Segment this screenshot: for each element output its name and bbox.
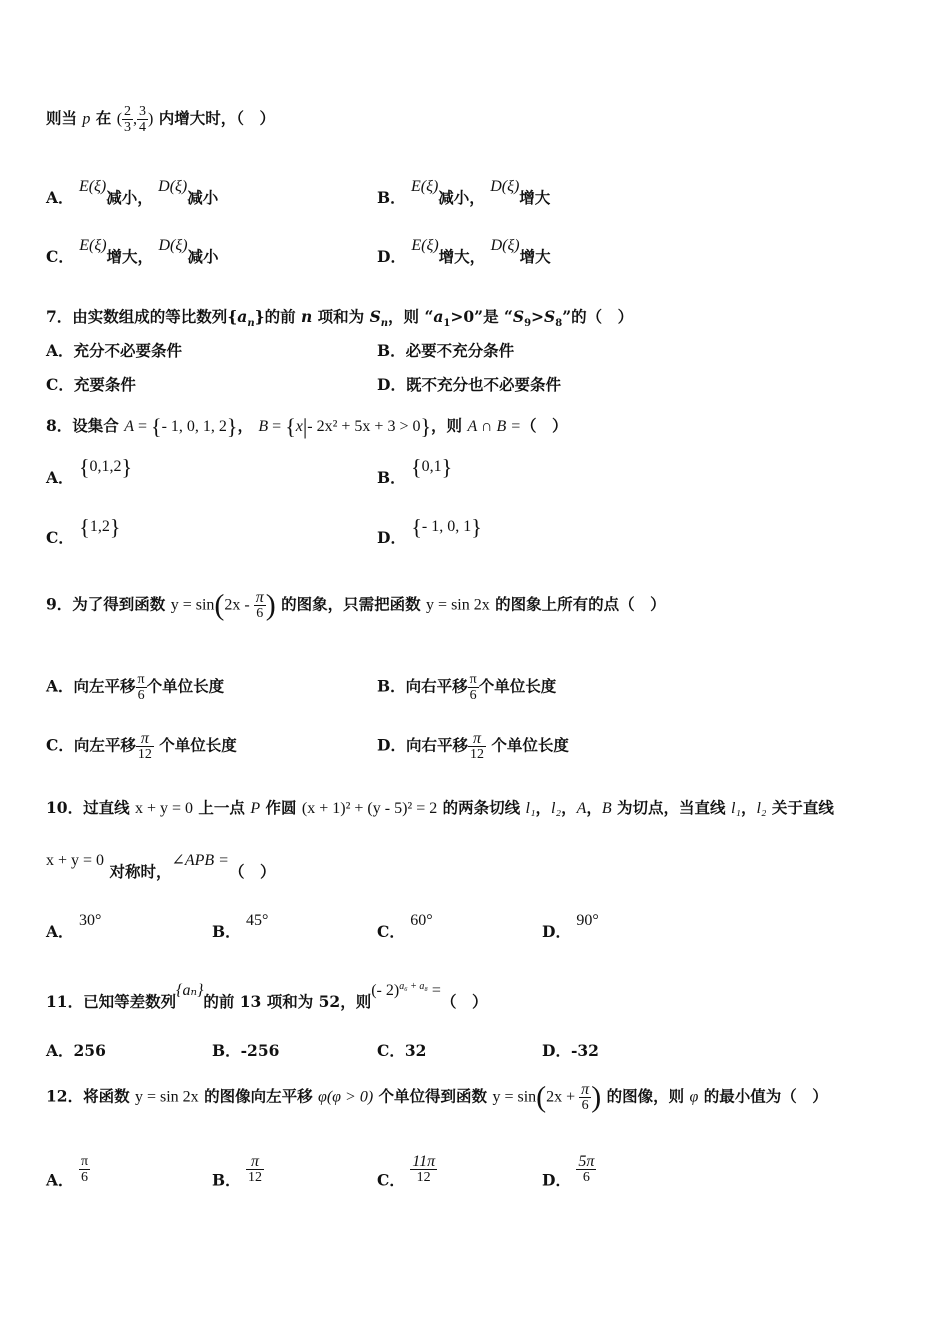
q7-option-d[interactable]: D．既不充分也不必要条件 (377, 375, 561, 394)
q11-option-b[interactable]: B．-256 (212, 1041, 280, 1060)
fraction: $\frac{3}{4}$ (139, 104, 147, 135)
q6-option-b[interactable]: B． E(ξ)减小， D(ξ)增大 (377, 178, 551, 207)
q7-option-a[interactable]: A．充分不必要条件 (46, 341, 183, 360)
q7-stem: 7．由实数组成的等比数列$\{a_n\}$的前 n 项和为 $S_n$，则 “$a_1>0$”是 “$S_9>S_8$”的（ ） (46, 307, 634, 330)
q11-stem: 11．已知等差数列{aₙ}的前 13 项和为 52，则(- 2)$^{a_6 + a_8}$ =（ ） (46, 980, 488, 1011)
q9-option-c[interactable]: C．向左平移 $\frac{\pi}{12}$ 个单位长度 (46, 730, 237, 762)
q8-stem: 8．设集合 A = {- 1, 0, 1, 2}， B = {x|- 2x² + 5x + 3 > 0}，则 A ∩ B =（ ） (46, 414, 568, 439)
q9-option-a[interactable]: A．向左平移 $\frac{\pi}{6}$ 个单位长度 (46, 672, 225, 703)
q7-option-b[interactable]: B．必要不充分条件 (377, 341, 515, 360)
q7-option-c[interactable]: C．充要条件 (46, 375, 136, 394)
q10-option-a[interactable]: A． 30° (46, 912, 102, 941)
q9-option-b[interactable]: B．向右平移 $\frac{\pi}{6}$ 个单位长度 (377, 672, 557, 703)
q9-option-d[interactable]: D．向右平移 $\frac{\pi}{12}$ 个单位长度 (377, 730, 569, 762)
q10-option-c[interactable]: C． 60° (377, 912, 433, 941)
q9-stem: 9．为了得到函数 y = sin(2x - $\frac{\pi}{6}$ ) 的图象，只需把函数 y = sin 2x 的图象上所有的点（ ） (46, 588, 666, 622)
q11-option-c[interactable]: C．32 (377, 1041, 427, 1060)
q11-option-d[interactable]: D．-32 (542, 1041, 599, 1060)
q10-stem-line2: x + y = 0 对称时，∠APB =（ ） (46, 852, 276, 881)
q10-option-b[interactable]: B． 45° (212, 912, 269, 941)
q8-option-c[interactable]: C． {1,2} (46, 514, 121, 547)
q10-option-d[interactable]: D． 90° (542, 912, 599, 941)
q8-option-a[interactable]: A． {0,1,2} (46, 454, 133, 487)
q6-option-d[interactable]: D． E(ξ)增大， D(ξ)增大 (377, 237, 551, 266)
q6-option-a[interactable]: A． E(ξ)减小， D(ξ)减小 (46, 178, 219, 207)
fraction: $\frac{2}{3}$ (124, 104, 132, 135)
fraction: $\frac{\pi}{6}$ (255, 589, 264, 621)
q12-stem: 12．将函数 y = sin 2x 的图像向左平移 φ(φ > 0) 个单位得到函数 y = sin(2x + $\frac{\pi}{6}$ ) 的图像，则 φ 的最小值为（ ） (46, 1080, 828, 1114)
q11-option-a[interactable]: A．256 (46, 1041, 106, 1060)
q8-option-b[interactable]: B． {0,1} (377, 454, 453, 487)
q12-option-b[interactable]: B． $\frac{\pi}{12}$ (212, 1153, 263, 1190)
q6-option-c[interactable]: C． E(ξ)增大， D(ξ)减小 (46, 237, 219, 266)
q12-option-c[interactable]: C． $\frac{11\pi}{12}$ (377, 1153, 436, 1190)
q6-stem: 则当 p 在 ( $\frac{2}{3}$ , $\frac{3}{4}$ ) 内增大时，（ ） (46, 104, 276, 135)
q10-stem-line1: 10．过直线 x + y = 0 上一点 P 作圆 (x + 1)² + (y - 5)² = 2 的两条切线 l₁，l₂，A，B 为切点，当直线 l₁，l₂ 关于直线 (46, 798, 834, 817)
q8-option-d[interactable]: D． {- 1, 0, 1} (377, 514, 482, 547)
q12-option-a[interactable]: A． $\frac{\pi}{6}$ (46, 1154, 89, 1190)
q12-option-d[interactable]: D． $\frac{5\pi}{6}$ (542, 1153, 595, 1190)
